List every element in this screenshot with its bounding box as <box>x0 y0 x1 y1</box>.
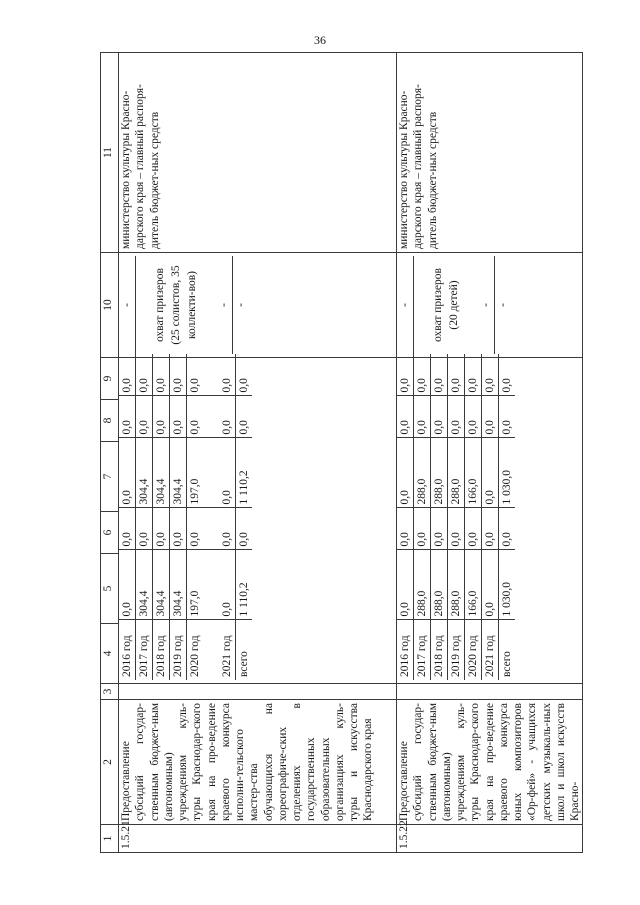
value-other: 0,0 <box>153 354 170 396</box>
value-total: 304,4 <box>136 550 153 620</box>
value-local: 0,0 <box>482 396 499 438</box>
row-col3 <box>119 684 397 700</box>
value-federal: 0,0 <box>499 508 516 550</box>
years-table <box>119 354 252 680</box>
value-other: 0,0 <box>136 354 153 396</box>
year-label: 2020 год <box>465 620 482 680</box>
result-row <box>414 256 479 354</box>
row-ministry: министерство культуры Красно-дарского края – главный распоря-дитель бюджет-ных средств <box>397 53 583 253</box>
year-label: 2020 год <box>189 635 201 677</box>
value-local: 0,0 <box>219 396 236 438</box>
value-local: 0,0 <box>236 396 253 438</box>
value-total: 0,0 <box>482 550 499 620</box>
value-federal: 0,0 <box>187 508 204 550</box>
year-row <box>153 354 170 680</box>
rotated-table-container <box>100 53 581 853</box>
result-row <box>397 256 414 354</box>
result-cell <box>119 253 397 358</box>
value-other: 0,0 <box>187 354 204 396</box>
result-cell <box>397 253 583 358</box>
header-row <box>101 53 119 853</box>
value-regional: 0,0 <box>397 438 414 508</box>
row-code: 1.5.22 <box>397 825 583 853</box>
year-row <box>465 354 482 680</box>
spacer-row <box>203 354 219 680</box>
value-other: 0,0 <box>482 354 499 396</box>
row-description: Предоставление субсидий государ-ственным бюджет-ным (автономным) учреждениям куль-туры Краснодар-ского края на про-ведение краевого конкурса исполни-тельского мастер-ства обучающихся на хореографиче-ских отделениях в государственных образовательных организациях куль-туры и искусства Краснодарского края <box>119 700 397 825</box>
year-row <box>397 354 414 680</box>
result-row <box>119 256 136 354</box>
year-values <box>397 358 583 684</box>
value-local: 0,0 <box>397 396 414 438</box>
value-regional: 304,4 <box>153 438 170 508</box>
value-federal: 0,0 <box>236 508 253 550</box>
value-federal: 0,0 <box>448 508 465 550</box>
value-regional: 288,0 <box>431 438 448 508</box>
value-federal: 0,0 <box>219 508 236 550</box>
col-header: 8 <box>101 400 119 442</box>
value-federal: 0,0 <box>136 508 153 550</box>
years-table <box>397 354 515 680</box>
value-regional: 0,0 <box>219 438 236 508</box>
result-dash: - <box>235 303 247 307</box>
result-text: охват призеров (25 солистов, 35 коллекти-вов) <box>154 265 198 345</box>
result-row <box>495 256 512 354</box>
col-header: 1 <box>101 825 119 853</box>
row-description: Предоставление субсидий государ-ственным бюджет-ным (автономным) учреждениям куль-туры Краснодар-ского края на про-ведение краевого конкурса юных композиторов «Ор-фей» - учащихся детских музыкаль-ных школ и школ искусств Красно- <box>397 700 583 825</box>
value-regional: 288,0 <box>414 438 431 508</box>
year-row <box>219 354 236 680</box>
table-row <box>397 53 583 853</box>
year-row-total <box>236 354 253 680</box>
year-label: 2017 год <box>414 620 431 680</box>
col-header: 5 <box>101 554 119 624</box>
result-dash: - <box>397 256 414 354</box>
result-dash: - <box>497 303 509 307</box>
value-federal: 0,0 <box>397 508 414 550</box>
value-other: 0,0 <box>414 354 431 396</box>
year-label: 2019 год <box>448 620 465 680</box>
row-code: 1.5.21 <box>119 825 397 853</box>
value-other: 0,0 <box>431 354 448 396</box>
year-row <box>119 354 136 680</box>
year-row <box>136 354 153 680</box>
value-local: 0,0 <box>448 396 465 438</box>
value-regional: 1 110,2 <box>236 438 253 508</box>
value-other: 0,0 <box>170 354 187 396</box>
col-header: 4 <box>101 624 119 684</box>
value-other: 0,0 <box>397 354 414 396</box>
value-total: 288,0 <box>431 550 448 620</box>
year-row <box>414 354 431 680</box>
value-regional: 0,0 <box>119 438 136 508</box>
result-row <box>136 256 217 354</box>
value-total: 304,4 <box>170 550 187 620</box>
value-federal: 0,0 <box>153 508 170 550</box>
year-label: всего <box>238 651 250 677</box>
year-values <box>119 358 397 684</box>
value-other: 0,0 <box>219 354 236 396</box>
year-label: 2016 год <box>397 620 414 680</box>
value-other: 0,0 <box>448 354 465 396</box>
value-total: 197,0 <box>187 550 204 620</box>
result-dash: - <box>216 256 233 354</box>
value-federal: 0,0 <box>414 508 431 550</box>
value-other: 0,0 <box>236 354 253 396</box>
year-label: 2021 год <box>482 620 499 680</box>
value-total: 166,0 <box>465 550 482 620</box>
value-total: 0,0 <box>119 550 136 620</box>
year-label: 2018 год <box>153 620 170 680</box>
result-row <box>478 256 495 354</box>
year-label: всего <box>501 651 513 677</box>
result-table <box>397 256 511 354</box>
year-row-total <box>499 354 516 680</box>
year-row <box>448 354 465 680</box>
value-total: 288,0 <box>448 550 465 620</box>
value-regional: 304,4 <box>136 438 153 508</box>
value-local: 0,0 <box>465 396 482 438</box>
year-row <box>170 354 187 680</box>
value-total: 1 110,2 <box>236 550 253 620</box>
value-other: 0,0 <box>119 354 136 396</box>
result-dash: - <box>478 256 495 354</box>
col-header: 7 <box>101 442 119 512</box>
result-row <box>216 256 233 354</box>
value-regional: 197,0 <box>187 438 204 508</box>
col-header: 9 <box>101 358 119 400</box>
year-label: 2019 год <box>170 620 187 680</box>
value-total: 0,0 <box>219 550 236 620</box>
value-other: 0,0 <box>465 354 482 396</box>
year-row <box>431 354 448 680</box>
value-local: 0,0 <box>414 396 431 438</box>
col-header: 6 <box>101 512 119 554</box>
value-local: 0,0 <box>187 396 204 438</box>
value-local: 0,0 <box>119 396 136 438</box>
result-table <box>119 256 249 354</box>
result-dash: - <box>119 256 136 354</box>
col-header: 11 <box>101 53 119 253</box>
year-label: 2018 год <box>431 620 448 680</box>
year-row <box>187 354 204 680</box>
value-total: 288,0 <box>414 550 431 620</box>
col-header: 2 <box>101 700 119 825</box>
year-label: 2017 год <box>136 620 153 680</box>
year-label: 2016 год <box>119 620 136 680</box>
table-row <box>119 53 397 853</box>
col-header: 10 <box>101 253 119 358</box>
result-row <box>233 256 250 354</box>
year-row <box>482 354 499 680</box>
col-header: 3 <box>101 684 119 700</box>
program-table <box>100 52 583 853</box>
value-local: 0,0 <box>431 396 448 438</box>
value-local: 0,0 <box>170 396 187 438</box>
value-regional: 288,0 <box>448 438 465 508</box>
value-local: 0,0 <box>499 396 516 438</box>
value-other: 0,0 <box>499 354 516 396</box>
row-ministry: министерство культуры Красно-дарского края – главный распоря-дитель бюджет-ных средств <box>119 53 397 253</box>
value-federal: 0,0 <box>119 508 136 550</box>
value-regional: 304,4 <box>170 438 187 508</box>
value-regional: 166,0 <box>465 438 482 508</box>
value-federal: 0,0 <box>431 508 448 550</box>
value-local: 0,0 <box>153 396 170 438</box>
result-text: охват призеров (20 детей) <box>432 268 460 342</box>
row-col3 <box>397 684 583 700</box>
value-regional: 1 030,0 <box>499 438 516 508</box>
year-label: 2021 год <box>219 620 236 680</box>
value-local: 0,0 <box>136 396 153 438</box>
value-federal: 0,0 <box>170 508 187 550</box>
page-number: 36 <box>314 33 326 47</box>
value-total: 0,0 <box>397 550 414 620</box>
value-federal: 0,0 <box>482 508 499 550</box>
value-federal: 0,0 <box>465 508 482 550</box>
value-regional: 0,0 <box>482 438 499 508</box>
value-total: 304,4 <box>153 550 170 620</box>
value-total: 1 030,0 <box>499 550 516 620</box>
